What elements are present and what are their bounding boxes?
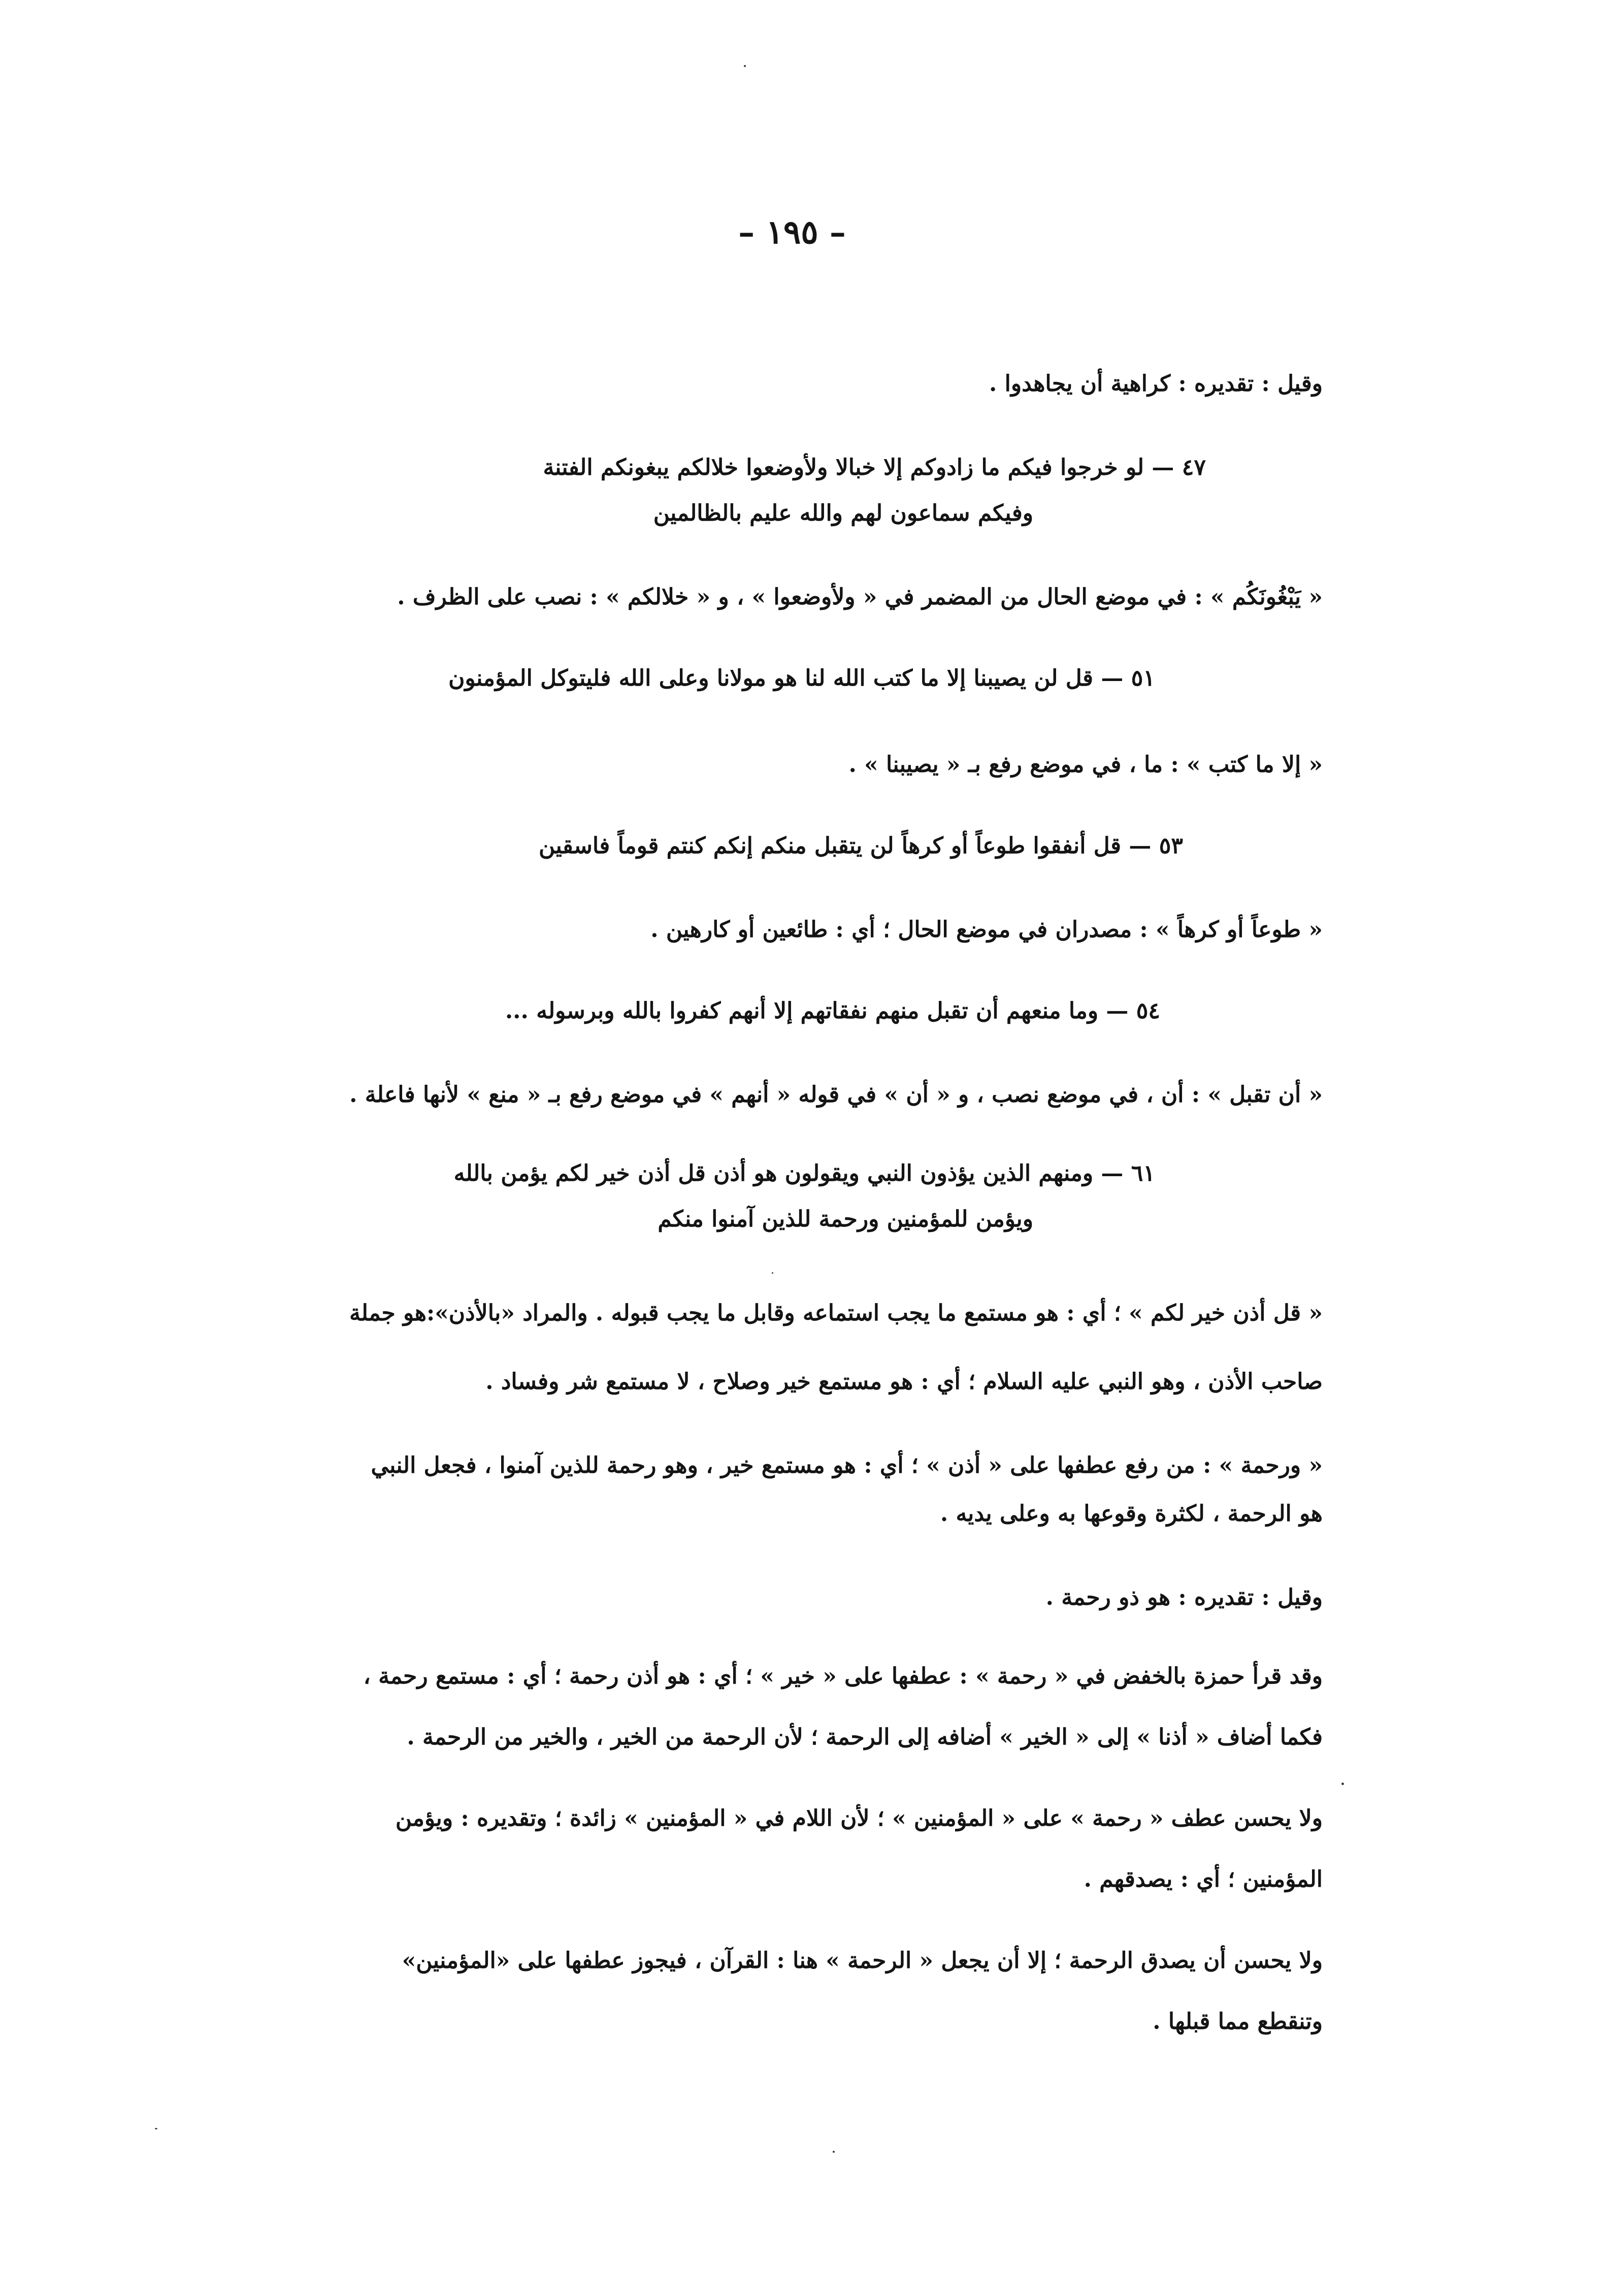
verse-line: ٥٣ — قل أنفقوا طوعاً أو كرهاً لن يتقبل منكم إنكم كنتم قوماً فاسقين xyxy=(538,833,1183,859)
page-number: – ١٩٥ – xyxy=(738,213,846,251)
text-line: المؤمنين ؛ أي : يصدقهم . xyxy=(1084,1866,1323,1892)
text-line: وقد قرأ حمزة بالخفض في « رحمة » : عطفها على « خير » ؛ أي : هو أذن رحمة ؛ أي : مستمع رحمة ، xyxy=(363,1663,1323,1689)
text-line: ولا يحسن أن يصدق الرحمة ؛ إلا أن يجعل « الرحمة » هنا : القرآن ، فيجوز عطفها على «المؤمنين» xyxy=(402,1948,1323,1974)
verse-line: ٤٧ — لو خرجوا فيكم ما زادوكم إلا خبالا ولأوضعوا خلالكم يبغونكم الفتنة xyxy=(543,455,1206,480)
verse-line: ٥٤ — وما منعهم أن تقبل منهم نفقاتهم إلا أنهم كفروا بالله وبرسوله ... xyxy=(505,998,1160,1024)
text-line: وتنقطع مما قبلها . xyxy=(1153,2009,1323,2034)
verse-line: وفيكم سماعون لهم والله عليم بالظالمين xyxy=(653,500,1033,526)
text-line: « يَبْغُونَكُم » : في موضع الحال من المضمر في « ولأوضعوا » ، و « خلالكم » : نصب على الظرف . xyxy=(397,584,1323,610)
text-line: صاحب الأذن ، وهو النبي عليه السلام ؛ أي : هو مستمع خير وصلاح ، لا مستمع شر وفساد . xyxy=(485,1369,1323,1395)
scan-speck xyxy=(744,65,746,67)
scan-speck xyxy=(772,1272,773,1274)
text-line: هو الرحمة ، لكثرة وقوعها به وعلى يديه . xyxy=(940,1501,1323,1527)
text-line: فكما أضاف « أذنا » إلى « الخير » أضافه إلى الرحمة ؛ لأن الرحمة من الخير ، والخير من الرحمة . xyxy=(407,1724,1323,1750)
verse-line: ٦١ — ومنهم الذين يؤذون النبي ويقولون هو أذن قل أذن خير لكم يؤمن بالله xyxy=(453,1160,1155,1186)
text-line: « قل أذن خير لكم » ؛ أي : هو مستمع ما يجب استماعه وقابل ما يجب قبوله . والمراد «بالأذن»:هو جملة xyxy=(349,1300,1323,1326)
text-line: وقيل : تقديره : كراهية أن يجاهدوا . xyxy=(989,371,1323,397)
text-line: « أن تقبل » : أن ، في موضع نصب ، و « أن » في قوله « أنهم » في موضع رفع بـ « منع » لأنها فاعلة . xyxy=(349,1082,1323,1108)
text-line: « إلا ما كتب » : ما ، في موضع رفع بـ « يصيبنا » . xyxy=(848,752,1323,778)
scan-speck xyxy=(155,2128,157,2129)
verse-line: ويؤمن للمؤمنين ورحمة للذين آمنوا منكم xyxy=(658,1206,1033,1232)
scan-speck xyxy=(833,2151,835,2153)
text-line: وقيل : تقديره : هو ذو رحمة . xyxy=(1045,1584,1323,1610)
text-line: ولا يحسن عطف « رحمة » على « المؤمنين » ؛ لأن اللام في « المؤمنين » زائدة ؛ وتقديره : ويؤمن xyxy=(395,1805,1323,1831)
verse-line: ٥١ — قل لن يصيبنا إلا ما كتب الله لنا هو مولانا وعلى الله فليتوكل المؤمنون xyxy=(448,665,1155,691)
text-line: « طوعاً أو كرهاً » : مصدران في موضع الحال ؛ أي : طائعين أو كارهين . xyxy=(650,917,1323,943)
scan-speck xyxy=(1341,1783,1344,1785)
text-line: « ورحمة » : من رفع عطفها على « أذن » ؛ أي : هو مستمع خير ، وهو رحمة للذين آمنوا ، فجعل النبي xyxy=(371,1452,1323,1478)
